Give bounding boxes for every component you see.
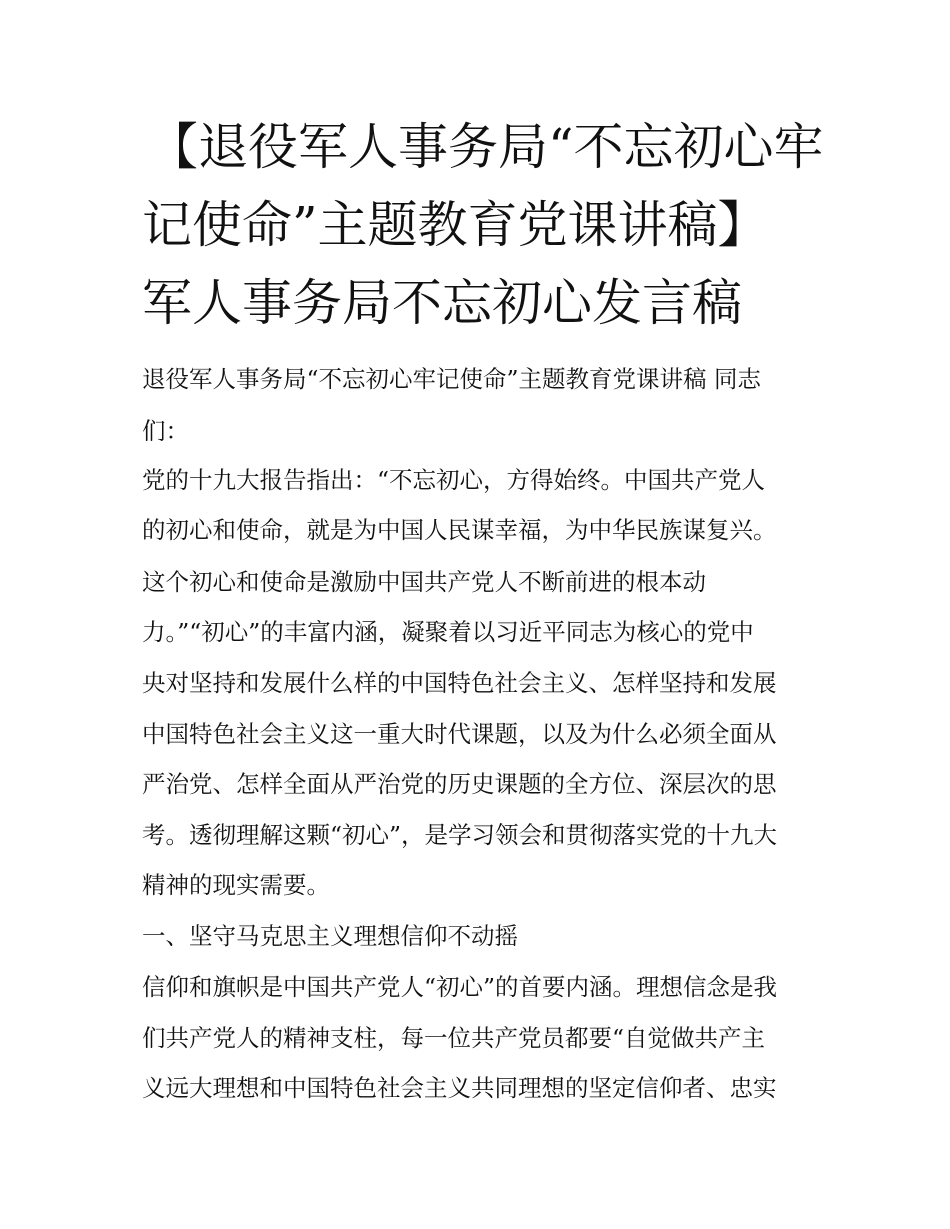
document-title-line-1: 【退役军人事务局“不忘初心牢	[148, 118, 824, 176]
body-line: 考。透彻理解这颗“初心”，是学习领会和贯彻落实党的十九大	[142, 821, 778, 849]
document-title-line-3: 军人事务局不忘初心发言稿	[142, 274, 742, 332]
body-line: 退役军人事务局“不忘初心牢记使命”主题教育党课讲稿 同志	[142, 365, 761, 393]
body-line: 央对坚持和发展什么样的中国特色社会主义、怎样坚持和发展	[142, 669, 777, 697]
document-title-line-2: 记使命”主题教育党课讲稿】	[142, 196, 768, 254]
body-line: 们共产党人的精神支柱，每一位共产党员都要“自觉做共产主	[142, 1024, 766, 1052]
body-line: 这个初心和使命是激励中国共产党人不断前进的根本动	[142, 568, 706, 596]
body-line: 党的十九大报告指出：“不忘初心，方得始终。中国共产党人	[142, 466, 766, 494]
body-line: 义远大理想和中国特色社会主义共同理想的坚定信仰者、忠实	[142, 1074, 777, 1102]
body-line: 的初心和使命，就是为中国人民谋幸福，为中华民族谋复兴。	[142, 516, 777, 544]
section-heading: 一、坚守马克思主义理想信仰不动摇	[142, 922, 518, 950]
body-line: 信仰和旗帜是中国共产党人“初心”的首要内涵。理想信念是我	[142, 973, 778, 1001]
body-line: 严治党、怎样全面从严治党的历史课题的全方位、深层次的思	[142, 770, 777, 798]
body-line: 们：	[142, 417, 189, 445]
body-line: 力。”“初心”的丰富内涵，凝聚着以习近平同志为核心的党中	[142, 618, 754, 646]
body-line: 精神的现实需要。	[142, 871, 330, 899]
body-line: 中国特色社会主义这一重大时代课题，以及为什么必须全面从	[142, 720, 777, 748]
